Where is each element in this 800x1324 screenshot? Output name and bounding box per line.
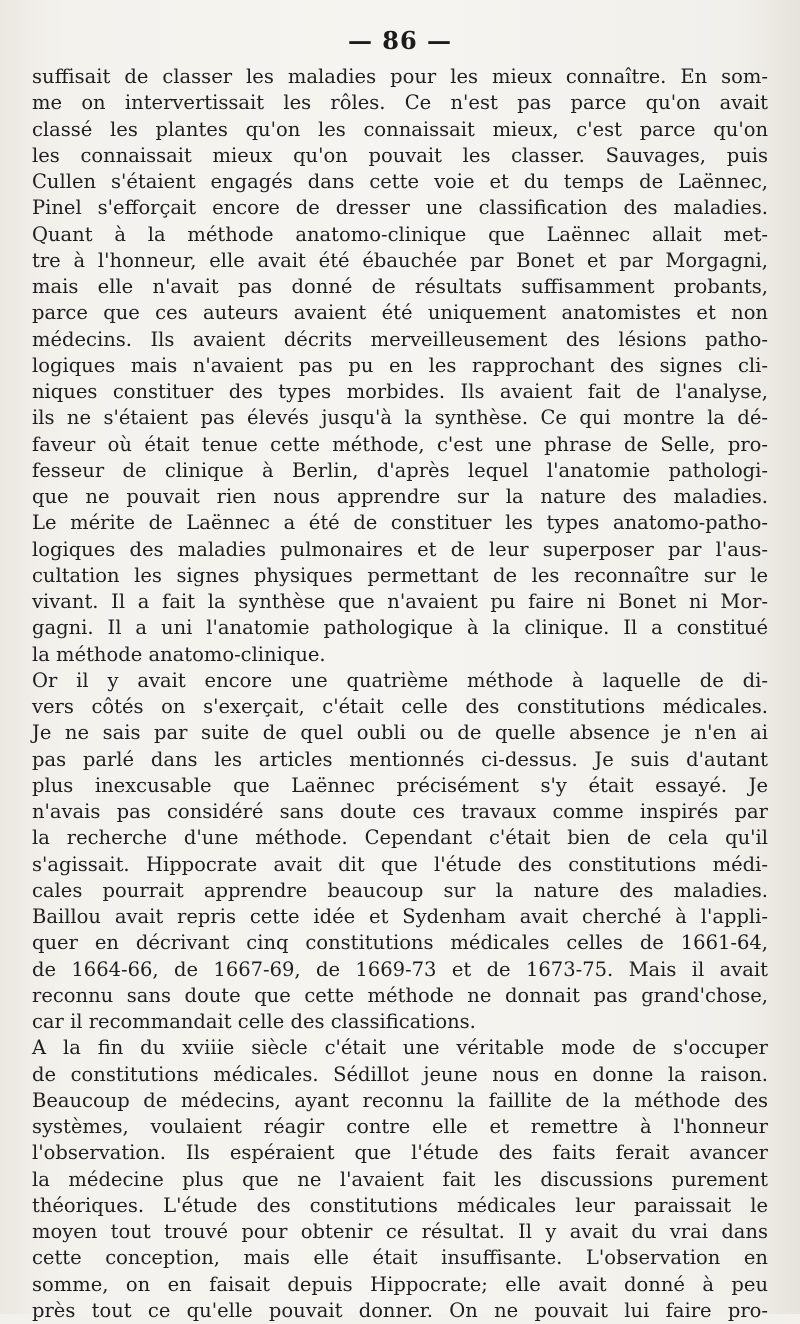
- text-line: Le mérite de Laënnec a été de constituer les types anatomo-patho-: [32, 511, 768, 535]
- text-line: niques constituer des types morbides. Ils avaient fait de l'analyse,: [32, 380, 768, 403]
- text-line: A la fin du xviiie siècle c'était une véritable mode de s'occuper: [32, 1036, 768, 1060]
- text-line: classé les plantes qu'on les connaissait mieux, c'est parce qu'on: [32, 117, 768, 141]
- text-line: suffisait de classer les maladies pour les mieux connaître. En som-: [32, 65, 768, 88]
- text-line: Cullen s'étaient engagés dans cette voie et du temps de Laënnec,: [32, 170, 768, 193]
- text-line: gagni. Il a uni l'anatomie pathologique à la clinique. Il a constitué: [32, 616, 768, 640]
- text-line: la médecine plus que ne l'avaient fait les discussions purement: [32, 1167, 768, 1191]
- text-line: quer en décrivant cinq constitutions médicales celles de 1661-64,: [32, 931, 768, 955]
- text-line: la recherche d'une méthode. Cependant c'était bien de cela qu'il: [32, 826, 768, 850]
- text-line: les connaissait mieux qu'on pouvait les classer. Sauvages, puis: [32, 143, 768, 167]
- text-line: Je ne sais par suite de quel oubli ou de quelle absence je n'en ai: [32, 721, 768, 745]
- text-line: Beaucoup de médecins, ayant reconnu la faillite de la méthode des: [32, 1088, 768, 1112]
- text-line: de constitutions médicales. Sédillot jeune nous en donne la raison.: [32, 1062, 768, 1086]
- text-line: l'observation. Ils espéraient que l'étude des faits ferait avancer: [32, 1141, 768, 1165]
- text-line: de 1664-66, de 1667-69, de 1669-73 et de 1673-75. Mais il avait: [32, 957, 768, 981]
- text-line: plus inexcusable que Laënnec précisément s'y était essayé. Je: [32, 773, 768, 797]
- text-line: systèmes, voulaient réagir contre elle et remettre à l'honneur: [32, 1115, 768, 1138]
- page-number: — 86 —: [347, 26, 453, 55]
- text-line: Quant à la méthode anatomo-clinique que Laënnec allait met-: [32, 222, 768, 246]
- text-line: car il recommandait celle des classifications.: [32, 1010, 476, 1033]
- text-line: près tout ce qu'elle pouvait donner. On ne pouvait lui faire pro-: [32, 1298, 768, 1322]
- text-line: pas parlé dans les articles mentionnés ci-dessus. Je suis d'autant: [32, 747, 768, 771]
- text-line: s'agissait. Hippocrate avait dit que l'étude des constitutions médi-: [32, 852, 768, 876]
- text-line: me on intervertissait les rôles. Ce n'est pas parce qu'on avait: [32, 91, 768, 115]
- text-line: cales pourrait apprendre beaucoup sur la nature des maladies.: [32, 878, 768, 902]
- text-line: logiques mais n'avaient pas pu en les rapprochant des signes cli-: [32, 353, 768, 377]
- text-line: Baillou avait repris cette idée et Sydenham avait cherché à l'appli-: [32, 905, 768, 928]
- text-line: vivant. Il a fait la synthèse que n'avaient pu faire ni Bonet ni Mor-: [32, 590, 768, 613]
- text-line: Or il y avait encore une quatrième méthode à laquelle de di-: [32, 668, 768, 692]
- text-line: parce que ces auteurs avaient été uniquement anatomistes et non: [32, 301, 768, 325]
- text-line: tre à l'honneur, elle avait été ébauchée par Bonet et par Morgagni,: [32, 248, 768, 272]
- text-line: la méthode anatomo-clinique.: [32, 642, 326, 666]
- text-line: faveur où était tenue cette méthode, c'est une phrase de Selle, pro-: [32, 432, 768, 456]
- body-text: [32, 64, 768, 1324]
- text-line: moyen tout trouvé pour obtenir ce résultat. Il y avait du vrai dans: [32, 1220, 768, 1243]
- text-line: Pinel s'efforçait encore de dresser une classification des maladies.: [32, 196, 768, 220]
- text-line: médecins. Ils avaient décrits merveilleusement des lésions patho-: [32, 327, 768, 351]
- text-line: vers côtés on s'exerçait, c'était celle des constitutions médicales.: [32, 695, 768, 718]
- text-line: somme, on en faisait depuis Hippocrate; elle avait donné à peu: [32, 1272, 768, 1296]
- text-line: cultation les signes physiques permettant de les reconnaître sur le: [32, 563, 768, 587]
- text-line: mais elle n'avait pas donné de résultats suffisamment probants,: [32, 275, 768, 298]
- text-line: ils ne s'étaient pas élevés jusqu'à la synthèse. Ce qui montre la dé-: [32, 406, 768, 430]
- text-line: reconnu sans doute que cette méthode ne donnait pas grand'chose,: [32, 983, 768, 1007]
- text-line: cette conception, mais elle était insuffisante. L'observation en: [32, 1246, 768, 1270]
- text-line: fesseur de clinique à Berlin, d'après lequel l'anatomie pathologi-: [32, 458, 768, 482]
- text-line: logiques des maladies pulmonaires et de leur superposer par l'aus-: [32, 537, 768, 561]
- text-line: théoriques. L'étude des constitutions médicales leur paraissait le: [32, 1193, 768, 1217]
- text-line: n'avais pas considéré sans doute ces travaux comme inspirés par: [32, 800, 768, 823]
- text-line: que ne pouvait rien nous apprendre sur la nature des maladies.: [32, 485, 768, 508]
